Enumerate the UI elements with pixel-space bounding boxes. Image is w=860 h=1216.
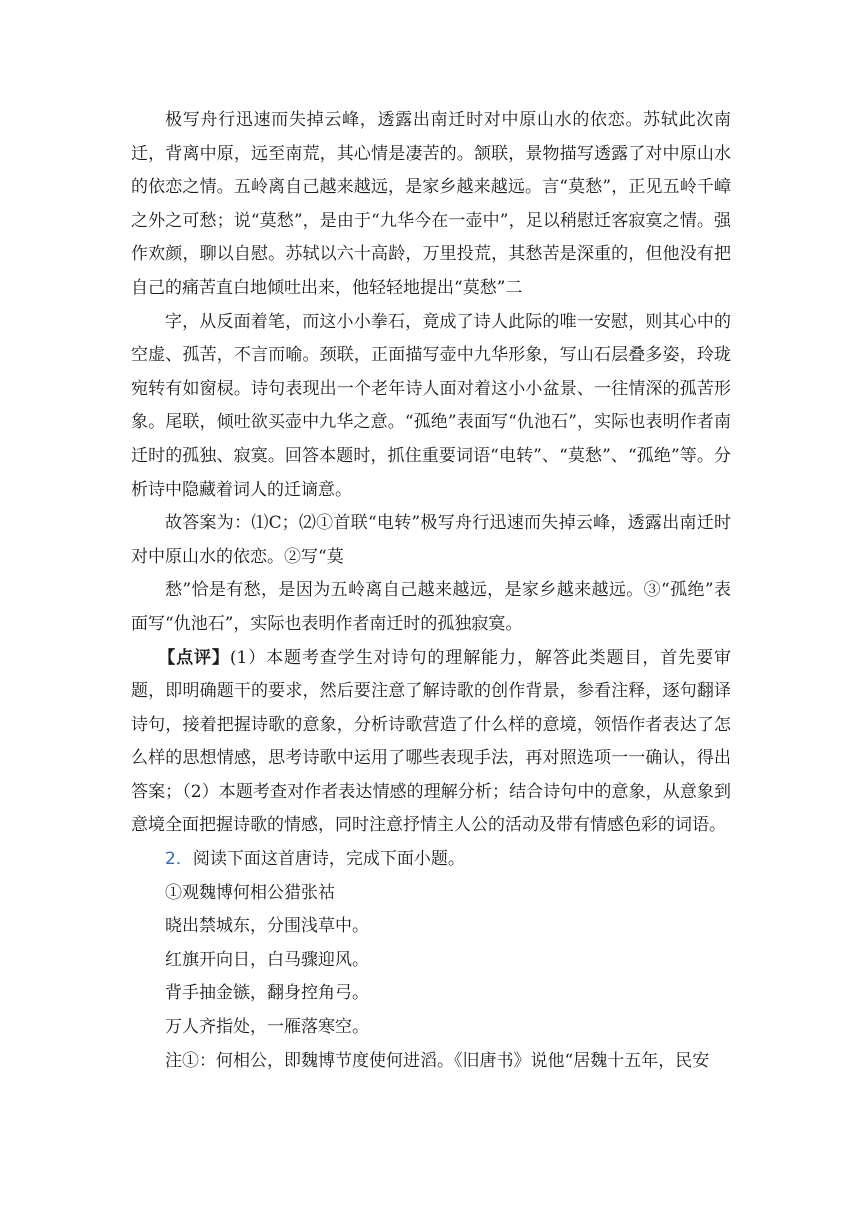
question-2 xyxy=(131,843,731,877)
poem-line-1: 晓出禁城东，分围浅草中。 xyxy=(165,916,369,937)
poem-line-3: 背手抽金镞，翻身控角弓。 xyxy=(165,983,369,1004)
poem-line-2: 红旗开向日，白马骤迎风。 xyxy=(165,949,369,970)
paragraph-analysis-2: 字，从反面着笔，而这小小拳石，竟成了诗人此际的唯一安慰，则其心中的空虚、孤苦，不言而喻。颈联，正面描写壶中九华形象，写山石层叠多姿，玲珑宛转有如窗棂。诗句表现出一个老年诗人面对着这小小盆景、一往情深的孤苦形象。尾联，倾吐欲买壶中九华之意。“孤绝”表面写“仇池石”，实际也表明作者南迁时的孤独、寂寞。回答本题时，抓住重要词语“电转”、“莫愁”、“孤绝”等。分析诗中隐藏着词人的迁谪意。 xyxy=(131,311,731,500)
paragraph-analysis-1: 极写舟行迅速而失掉云峰，透露出南迁时对中原山水的依恋。苏轼此次南迁，背离中原，远至南荒，其心情是凄苦的。颔联，景物描写透露了对中原山水的依恋之情。五岭离自己越来越远，是家乡越来越远。言“莫愁”，正见五岭千嶂之外之可愁；说“莫愁”，是由于“九华今在一壶中”，足以稍慰迁客寂寞之情。强作欢颜，聊以自慰。苏轼以六十高龄，万里投荒，其愁苦是深重的，但他没有把自己的痛苦直白地倾吐出来，他轻轻地提出“莫愁”二 xyxy=(131,110,731,298)
comment-text: (1）本题考查学生对诗句的理解能力，解答此类题目，首先要审题，即明确题干的要求，然后要注意了解诗歌的创作背景，参看注释，逐句翻译诗句，接着把握诗歌的意象，分析诗歌营造了什么样的意境，领悟作者表达了怎么样的思想情感，思考诗歌中运用了哪些表现手法，再对照选项一一确认，得出答案；（2）本题考查对作者表达情感的理解分析；结合诗句中的意象，从意象到意境全面把握诗歌的情感，同时注意抒情主人公的活动及带有情感色彩的词语。 xyxy=(131,647,732,836)
question-text: 阅读下面这首唐诗，完成下面小题。 xyxy=(192,849,465,870)
paragraph-answer-1: 故答案为：⑴C；⑵①首联“电转”极写舟行迅速而失掉云峰，透露出南迁时对中原山水的依恋。②写“莫 xyxy=(131,513,731,567)
poem-note: 注①：何相公，即魏博节度使何进滔。《旧唐书》说他“居魏十五年，民安 xyxy=(165,1050,710,1071)
poem-line-4: 万人齐指处，一雁落寒空。 xyxy=(165,1017,369,1038)
comment-label: 【点评】 xyxy=(158,647,230,668)
poem-title: ①观魏博何相公猎张祜 xyxy=(165,882,335,903)
question-number: 2． xyxy=(165,849,193,870)
paragraph-answer-2: 愁”恰是有愁，是因为五岭离自己越来越远，是家乡越来越远。③“孤绝”表面写“仇池石”，实际也表明作者南迁时的孤独寂寞。 xyxy=(131,580,731,634)
paragraph-comment xyxy=(131,642,731,844)
document-page xyxy=(131,104,731,1078)
